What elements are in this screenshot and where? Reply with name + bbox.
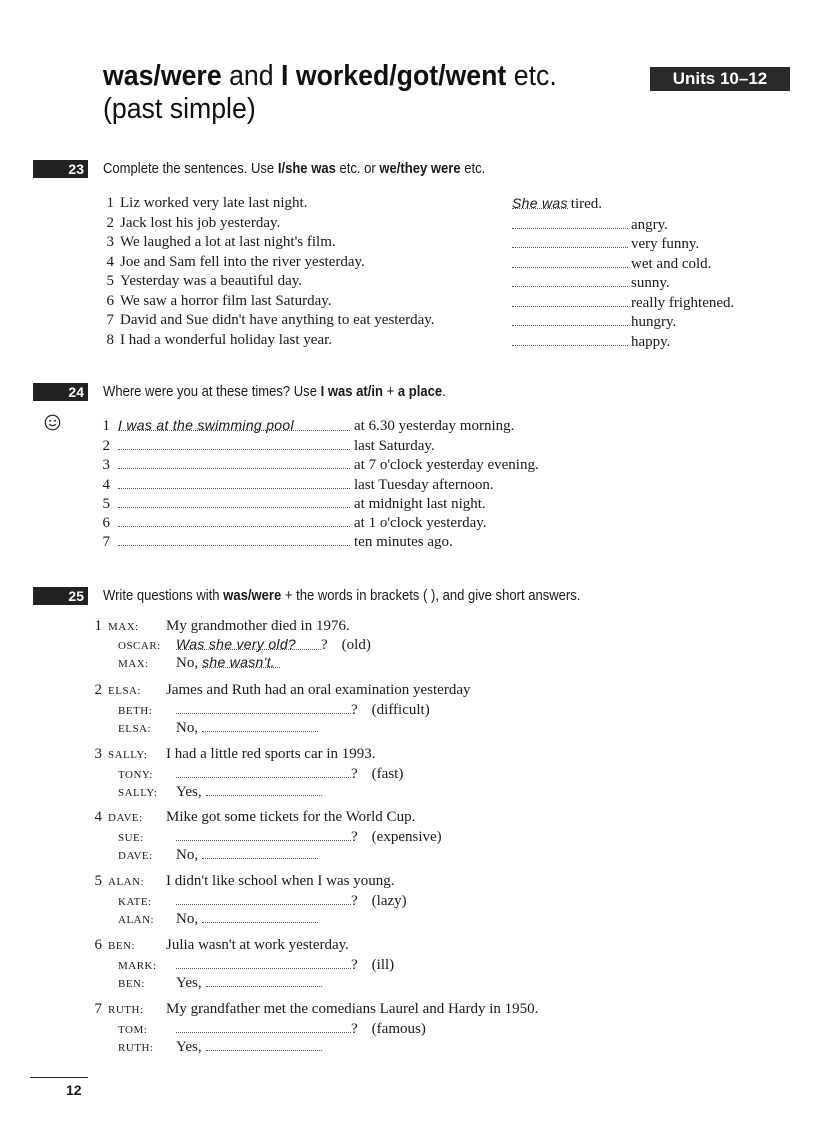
ex25-dialogue-line3 (108, 1036, 322, 1058)
ex23-item (100, 233, 336, 252)
question-blank (176, 1018, 351, 1033)
item-ending: very funny. (631, 236, 700, 252)
item-ending: happy. (631, 333, 671, 350)
speaker-name: OSCAR: (118, 640, 161, 652)
ex24-item (96, 531, 453, 552)
ex23-instr-text: etc. (460, 161, 486, 177)
dialogue-statement: My grandfather met the comedians Laurel and Hardy in 1950. (166, 1001, 539, 1017)
speaker-name: SALLY: (108, 749, 148, 761)
ex23-item (100, 311, 435, 330)
ex23-item (100, 331, 332, 350)
speaker-name: MARK: (118, 960, 157, 972)
item-ending: tired. (570, 196, 603, 212)
ex23-instr-text: Complete the sentences. Use (103, 161, 278, 177)
ex24-instr-bold-1: I was at/in (320, 384, 383, 400)
item-ending: at midnight last night. (354, 495, 486, 512)
item-ending: last Tuesday afternoon. (354, 476, 494, 493)
ex25-dialogue-line1 (88, 808, 415, 828)
item-number: 2 (106, 214, 114, 231)
ex25-instr-text: Write questions with (103, 588, 224, 604)
speaker-name: ELSA: (118, 723, 152, 735)
title-subtitle: (past simple) (103, 93, 256, 125)
ex24-instr-text: . (442, 384, 446, 400)
ex25-dialogue-line3 (108, 972, 322, 994)
item-sentence: I had a wonderful holiday last year. (120, 331, 333, 348)
item-ending: at 7 o'clock yesterday evening. (354, 457, 539, 474)
short-answer-blank: she wasn't. (202, 653, 280, 668)
ex25-dialogue-line3 (108, 653, 280, 674)
speaker-name: DAVE: (118, 850, 153, 862)
ex23-item (100, 272, 302, 291)
question-blank (176, 826, 351, 841)
speaker-name: RUTH: (118, 1042, 154, 1054)
ex24-instr-text: Where were you at these times? Use (103, 384, 321, 400)
ex24-item (96, 416, 514, 436)
bracket-word: (fast) (371, 766, 404, 782)
speaker-name: KATE: (118, 896, 152, 908)
ex23-answer-line (512, 292, 734, 313)
item-number: 5 (106, 273, 114, 289)
ex23-item (100, 292, 332, 311)
item-ending: ten minutes ago. (354, 534, 453, 551)
item-number: 4 (106, 253, 114, 270)
ex23-answer-line (512, 194, 602, 214)
ex25-dialogue-line1 (88, 936, 349, 956)
title-etc: etc. (506, 60, 557, 92)
item-sentence: Liz worked very late last night. (120, 195, 308, 211)
speaker-name: ELSA: (108, 685, 142, 697)
answer-blank (118, 435, 350, 450)
question-blank (176, 699, 351, 714)
item-ending: angry. (631, 216, 668, 233)
ex24-item (96, 493, 486, 514)
item-sentence: David and Sue didn't have anything to eat yesterday. (120, 312, 435, 328)
page-title (103, 60, 557, 126)
dialogue-number: 1 (94, 618, 102, 634)
bracket-word: (famous) (371, 1021, 426, 1037)
question-blank (176, 763, 351, 778)
answer-blank (512, 311, 628, 326)
title-worked-got-went: I worked/got/went (281, 60, 507, 92)
ex25-dialogue-line3 (108, 717, 318, 739)
dialogue-statement: James and Ruth had an oral examination yesterday (166, 682, 471, 698)
question-mark: ? (351, 702, 358, 718)
dialogue-statement: Julia wasn't at work yesterday. (166, 937, 349, 953)
ex23-answer-line (512, 253, 711, 274)
speaker-name: ALAN: (108, 876, 145, 888)
item-number: 3 (102, 457, 110, 474)
ex24-instr-bold-2: a place (397, 384, 443, 400)
answer-blank (512, 331, 628, 346)
title-and: and (221, 60, 282, 92)
item-sentence: We saw a horror film last Saturday. (120, 292, 332, 309)
ex23-answer-line (512, 233, 699, 254)
question-blank: Was she very old? (176, 635, 321, 650)
ex25-dialogue-line1 (88, 1000, 538, 1020)
short-answer-start: No, (176, 655, 199, 671)
speaker-name: BEN: (108, 940, 136, 952)
exercise-25-instruction (103, 587, 580, 605)
speaker-name: DAVE: (108, 812, 143, 824)
bracket-word: (lazy) (371, 893, 407, 909)
ex25-dialogue-line1 (88, 681, 471, 701)
question-blank (176, 890, 351, 905)
ex24-instr-text: + (382, 384, 398, 400)
bracket-word: (old) (341, 637, 371, 653)
answer-blank (118, 531, 350, 546)
ex23-instr-bold-2: we/they were (379, 161, 461, 177)
ex23-item (100, 194, 307, 213)
speaker-name: TONY: (118, 769, 153, 781)
short-answer-start: No, (176, 720, 199, 736)
exercise-24-number: 24 (33, 383, 88, 401)
dialogue-statement: I didn't like school when I was young. (166, 873, 395, 889)
item-number: 5 (102, 495, 110, 512)
ex25-dialogue-line3 (108, 844, 318, 866)
speaker-name: BETH: (118, 705, 153, 717)
dialogue-number: 4 (94, 809, 102, 825)
item-sentence: We laughed a lot at last night's film. (120, 234, 336, 250)
speaker-name: SALLY: (118, 787, 158, 799)
dialogue-statement: I had a little red sports car in 1993. (166, 746, 376, 762)
item-number: 4 (102, 476, 110, 493)
item-ending: really frightened. (631, 294, 735, 311)
item-ending: wet and cold. (631, 255, 712, 272)
ex25-instr-text: + the words in brackets ( ), and give short answers. (281, 588, 581, 604)
ex23-answer-line (512, 272, 670, 293)
ex23-answer-line (512, 311, 676, 332)
item-sentence: Jack lost his job yesterday. (120, 214, 281, 231)
speaker-name: RUTH: (108, 1004, 144, 1016)
answer-blank (512, 292, 628, 307)
ex25-dialogue-line1 (88, 745, 376, 765)
question-mark: ? (321, 637, 328, 653)
ex23-instr-bold-1: I/she was (277, 161, 336, 177)
dialogue-statement: Mike got some tickets for the World Cup. (166, 809, 416, 825)
speaker-name: MAX: (108, 621, 139, 633)
question-blank (176, 954, 351, 969)
answer-blank: I was at the swimming pool (118, 416, 350, 431)
item-number: 1 (106, 195, 114, 211)
item-number: 6 (106, 292, 114, 309)
short-answer-start: Yes, (176, 975, 202, 991)
ex25-dialogue-line1 (88, 617, 350, 637)
dialogue-number: 5 (94, 873, 102, 889)
item-number: 8 (106, 331, 114, 348)
item-number: 3 (106, 234, 114, 250)
speaker-name: SUE: (118, 832, 144, 844)
dialogue-number: 3 (94, 746, 102, 762)
ex24-item (96, 435, 435, 456)
short-answer-blank (202, 908, 318, 923)
exercise-25-number: 25 (33, 587, 88, 605)
exercise-23-number: 23 (33, 160, 88, 178)
item-number: 1 (102, 418, 110, 434)
short-answer-blank (206, 972, 322, 987)
title-was-were: was/were (103, 60, 222, 92)
ex24-item (96, 512, 487, 533)
item-number: 2 (102, 438, 110, 455)
item-ending: at 1 o'clock yesterday. (354, 515, 487, 531)
ex25-dialogue-line1 (88, 872, 395, 892)
units-badge: Units 10–12 (650, 67, 790, 91)
speaker-name: BEN: (118, 978, 146, 990)
item-sentence: Yesterday was a beautiful day. (120, 273, 303, 289)
item-number: 6 (102, 515, 110, 531)
question-mark: ? (351, 893, 358, 909)
answer-blank (512, 233, 628, 248)
item-ending: sunny. (631, 275, 670, 291)
ex23-instr-text: etc. or (335, 161, 380, 177)
exercise-24-instruction (103, 383, 446, 401)
item-ending: at 6.30 yesterday morning. (354, 418, 515, 434)
item-number: 7 (102, 534, 110, 551)
ex25-instr-bold: was/were (223, 588, 282, 604)
speaker-name: MAX: (118, 658, 149, 670)
dialogue-number: 2 (94, 682, 102, 698)
question-mark: ? (351, 829, 358, 845)
question-mark: ? (351, 1021, 358, 1037)
smiley-icon (44, 414, 61, 431)
dialogue-statement: My grandmother died in 1976. (166, 618, 350, 634)
short-answer-start: No, (176, 911, 199, 927)
short-answer-start: Yes, (176, 784, 202, 800)
ex23-item (100, 214, 280, 233)
answer-blank (512, 272, 628, 287)
short-answer-blank (202, 844, 318, 859)
answer-blank (512, 214, 628, 229)
answer-blank (118, 493, 350, 508)
dialogue-number: 7 (94, 1001, 102, 1017)
speaker-name: ALAN: (118, 914, 155, 926)
bracket-word: (difficult) (371, 702, 430, 718)
page-number-rule (30, 1077, 88, 1078)
answer-blank (118, 474, 350, 489)
bracket-word: (expensive) (371, 829, 442, 845)
answer-blank (118, 454, 350, 469)
speaker-name: TOM: (118, 1024, 148, 1036)
ex23-item (100, 253, 365, 272)
short-answer-blank (202, 717, 318, 732)
ex25-dialogue-line3 (108, 781, 322, 803)
ex24-item (96, 474, 494, 495)
page-number: 12 (66, 1082, 82, 1098)
short-answer-start: Yes, (176, 1039, 202, 1055)
ex25-dialogue-line3 (108, 908, 318, 930)
ex23-answer-line (512, 331, 670, 352)
question-mark: ? (351, 957, 358, 973)
short-answer-blank (206, 781, 322, 796)
item-ending: last Saturday. (354, 438, 435, 455)
exercise-23-instruction (103, 160, 485, 178)
answer-blank: She was (512, 195, 568, 211)
short-answer-blank (206, 1036, 322, 1051)
item-number: 7 (106, 312, 114, 328)
question-mark: ? (351, 766, 358, 782)
ex24-item (96, 454, 539, 475)
dialogue-number: 6 (94, 937, 102, 953)
answer-blank (118, 512, 350, 527)
item-sentence: Joe and Sam fell into the river yesterday. (120, 253, 365, 270)
item-ending: hungry. (631, 314, 677, 330)
answer-blank (512, 253, 628, 268)
bracket-word: (ill) (371, 957, 395, 973)
ex23-answer-line (512, 214, 668, 235)
short-answer-start: No, (176, 847, 199, 863)
